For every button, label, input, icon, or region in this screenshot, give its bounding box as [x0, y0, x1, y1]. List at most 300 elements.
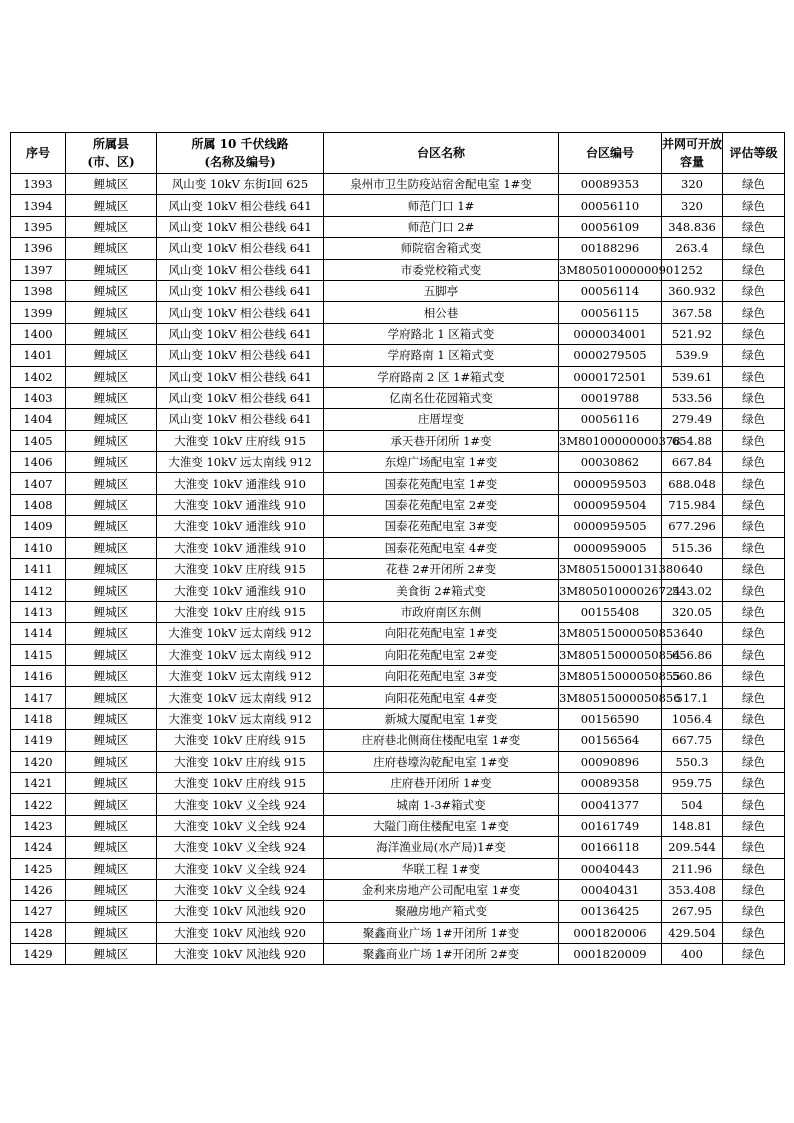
cell-county: 鲤城区 [66, 345, 157, 366]
cell-county: 鲤城区 [66, 772, 157, 793]
cell-area-code: 0000959504 [559, 494, 662, 515]
cell-line: 大淮变 10kV 通淮线 910 [157, 580, 324, 601]
cell-line: 大淮变 10kV 远太南线 912 [157, 452, 324, 473]
cell-area-code: 00056114 [559, 280, 662, 301]
cell-area-name: 海洋渔业局(水产局)1#变 [324, 837, 559, 858]
header-county-line2: (市、区) [87, 155, 135, 169]
cell-area-name: 新城大厦配电室 1#变 [324, 708, 559, 729]
cell-line: 大淮变 10kV 义全线 924 [157, 837, 324, 858]
table-row [11, 922, 785, 943]
cell-area-code: 00166118 [559, 837, 662, 858]
cell-line: 风山变 10kV 相公巷线 641 [157, 259, 324, 280]
table-row [11, 751, 785, 772]
header-area-name [324, 133, 559, 174]
cell-county: 鲤城区 [66, 601, 157, 622]
cell-county: 鲤城区 [66, 708, 157, 729]
header-line-line2: (名称及编号) [204, 155, 276, 169]
table-row [11, 473, 785, 494]
cell-grade: 绿色 [723, 516, 785, 537]
cell-seq: 1414 [11, 623, 66, 644]
cell-area-name: 亿南名仕花园箱式变 [324, 387, 559, 408]
cell-county: 鲤城区 [66, 922, 157, 943]
cell-county: 鲤城区 [66, 302, 157, 323]
cell-county: 鲤城区 [66, 837, 157, 858]
table-header [11, 133, 785, 174]
cell-county: 鲤城区 [66, 174, 157, 195]
cell-county: 鲤城区 [66, 195, 157, 216]
cell-area-name: 泉州市卫生防疫站宿舍配电室 1#变 [324, 174, 559, 195]
cell-area-code: 00056116 [559, 409, 662, 430]
cell-grade: 绿色 [723, 238, 785, 259]
cell-seq: 1396 [11, 238, 66, 259]
cell-area-code: 3M80515000050856 [559, 687, 662, 708]
cell-capacity: 252 [662, 259, 723, 280]
cell-county: 鲤城区 [66, 216, 157, 237]
cell-line: 风山变 10kV 相公巷线 641 [157, 238, 324, 259]
table-row [11, 238, 785, 259]
cell-grade: 绿色 [723, 216, 785, 237]
table-row [11, 879, 785, 900]
cell-grade: 绿色 [723, 366, 785, 387]
cell-county: 鲤城区 [66, 409, 157, 430]
cell-area-name: 聚融房地产箱式变 [324, 901, 559, 922]
cell-area-code: 0000172501 [559, 366, 662, 387]
cell-area-code: 00156564 [559, 730, 662, 751]
cell-area-code: 00056115 [559, 302, 662, 323]
header-area-name-label: 台区名称 [416, 146, 465, 160]
cell-line: 风山变 10kV 相公巷线 641 [157, 387, 324, 408]
cell-area-name: 向阳花苑配电室 3#变 [324, 665, 559, 686]
cell-capacity: 543.02 [662, 580, 723, 601]
cell-capacity: 959.75 [662, 772, 723, 793]
table-row [11, 345, 785, 366]
cell-capacity: 688.048 [662, 473, 723, 494]
cell-line: 大淮变 10kV 义全线 924 [157, 858, 324, 879]
cell-area-name: 庄府巷壕沟乾配电室 1#变 [324, 751, 559, 772]
cell-seq: 1403 [11, 387, 66, 408]
cell-seq: 1406 [11, 452, 66, 473]
cell-seq: 1409 [11, 516, 66, 537]
cell-grade: 绿色 [723, 815, 785, 836]
cell-seq: 1413 [11, 601, 66, 622]
cell-county: 鲤城区 [66, 473, 157, 494]
cell-line: 大淮变 10kV 风池线 920 [157, 901, 324, 922]
cell-capacity: 353.408 [662, 879, 723, 900]
cell-capacity: 539.9 [662, 345, 723, 366]
cell-capacity: 367.58 [662, 302, 723, 323]
table-row [11, 216, 785, 237]
cell-line: 大淮变 10kV 远太南线 912 [157, 687, 324, 708]
cell-area-name: 师院宿舍箱式变 [324, 238, 559, 259]
cell-seq: 1394 [11, 195, 66, 216]
cell-line: 大淮变 10kV 远太南线 912 [157, 665, 324, 686]
cell-seq: 1420 [11, 751, 66, 772]
cell-area-name: 市政府南区东侧 [324, 601, 559, 622]
cell-area-code: 00040443 [559, 858, 662, 879]
cell-area-code: 00030862 [559, 452, 662, 473]
table-row [11, 580, 785, 601]
cell-seq: 1421 [11, 772, 66, 793]
header-capacity-line2: 容量 [679, 155, 704, 169]
cell-county: 鲤城区 [66, 366, 157, 387]
cell-line: 大淮变 10kV 庄府线 915 [157, 559, 324, 580]
cell-line: 大淮变 10kV 通淮线 910 [157, 473, 324, 494]
cell-capacity: 640 [662, 623, 723, 644]
table-row [11, 259, 785, 280]
cell-grade: 绿色 [723, 601, 785, 622]
table-row [11, 665, 785, 686]
cell-area-code: 00089353 [559, 174, 662, 195]
header-capacity [662, 133, 723, 174]
cell-area-code: 0000279505 [559, 345, 662, 366]
table-row [11, 772, 785, 793]
cell-capacity: 667.75 [662, 730, 723, 751]
cell-capacity: 263.4 [662, 238, 723, 259]
table-row [11, 302, 785, 323]
cell-seq: 1400 [11, 323, 66, 344]
cell-line: 风山变 10kV 相公巷线 641 [157, 323, 324, 344]
cell-grade: 绿色 [723, 494, 785, 515]
cell-area-name: 花巷 2#开闭所 2#变 [324, 559, 559, 580]
table-row [11, 687, 785, 708]
cell-capacity: 504 [662, 794, 723, 815]
cell-capacity: 533.56 [662, 387, 723, 408]
cell-grade: 绿色 [723, 537, 785, 558]
table-row [11, 387, 785, 408]
cell-area-code: 3M80515000050853 [559, 623, 662, 644]
cell-county: 鲤城区 [66, 815, 157, 836]
table-row [11, 708, 785, 729]
cell-seq: 1401 [11, 345, 66, 366]
cell-grade: 绿色 [723, 559, 785, 580]
cell-county: 鲤城区 [66, 238, 157, 259]
cell-county: 鲤城区 [66, 537, 157, 558]
cell-line: 风山变 10kV 相公巷线 641 [157, 409, 324, 430]
cell-grade: 绿色 [723, 259, 785, 280]
cell-area-name: 大隘门商住楼配电室 1#变 [324, 815, 559, 836]
cell-area-name: 向阳花苑配电室 2#变 [324, 644, 559, 665]
cell-capacity: 656.86 [662, 644, 723, 665]
cell-area-name: 庄府巷北侧商住楼配电室 1#变 [324, 730, 559, 751]
cell-area-code: 00056109 [559, 216, 662, 237]
cell-seq: 1422 [11, 794, 66, 815]
cell-area-code: 00155408 [559, 601, 662, 622]
cell-line: 大淮变 10kV 庄府线 915 [157, 730, 324, 751]
table-row [11, 944, 785, 965]
cell-area-code: 00090896 [559, 751, 662, 772]
cell-county: 鲤城区 [66, 259, 157, 280]
cell-grade: 绿色 [723, 387, 785, 408]
cell-capacity: 279.49 [662, 409, 723, 430]
cell-area-code: 3M80501000000901 [559, 259, 662, 280]
table-row [11, 815, 785, 836]
cell-line: 风山变 10kV 相公巷线 641 [157, 366, 324, 387]
cell-capacity: 1056.4 [662, 708, 723, 729]
cell-line: 风山变 10kV 相公巷线 641 [157, 345, 324, 366]
cell-county: 鲤城区 [66, 730, 157, 751]
cell-capacity: 320.05 [662, 601, 723, 622]
cell-line: 大淮变 10kV 庄府线 915 [157, 772, 324, 793]
cell-area-name: 学府路北 1 区箱式变 [324, 323, 559, 344]
cell-area-name: 市委党校箱式变 [324, 259, 559, 280]
cell-area-code: 00188296 [559, 238, 662, 259]
cell-seq: 1426 [11, 879, 66, 900]
header-seq [11, 133, 66, 174]
cell-seq: 1417 [11, 687, 66, 708]
table-row [11, 516, 785, 537]
cell-grade: 绿色 [723, 302, 785, 323]
cell-county: 鲤城区 [66, 323, 157, 344]
cell-grade: 绿色 [723, 944, 785, 965]
cell-line: 大淮变 10kV 远太南线 912 [157, 623, 324, 644]
cell-capacity: 429.504 [662, 922, 723, 943]
cell-grade: 绿色 [723, 323, 785, 344]
cell-seq: 1402 [11, 366, 66, 387]
cell-line: 大淮变 10kV 通淮线 910 [157, 516, 324, 537]
table-row [11, 794, 785, 815]
cell-area-code: 3M80515000050854 [559, 644, 662, 665]
cell-line: 大淮变 10kV 义全线 924 [157, 879, 324, 900]
cell-area-name: 承天巷开闭所 1#变 [324, 430, 559, 451]
table-row [11, 494, 785, 515]
cell-capacity: 515.36 [662, 537, 723, 558]
cell-area-code: 0000034001 [559, 323, 662, 344]
cell-area-name: 向阳花苑配电室 4#变 [324, 687, 559, 708]
cell-seq: 1415 [11, 644, 66, 665]
cell-line: 大淮变 10kV 远太南线 912 [157, 644, 324, 665]
header-grade [723, 133, 785, 174]
cell-county: 鲤城区 [66, 665, 157, 686]
cell-capacity: 348.836 [662, 216, 723, 237]
cell-area-name: 向阳花苑配电室 1#变 [324, 623, 559, 644]
cell-grade: 绿色 [723, 580, 785, 601]
header-capacity-line1: 并网可开放 [662, 137, 723, 151]
cell-area-name: 国泰花苑配电室 4#变 [324, 537, 559, 558]
cell-seq: 1425 [11, 858, 66, 879]
cell-line: 风山变 10kV 相公巷线 641 [157, 216, 324, 237]
header-county-line1: 所属县 [92, 137, 129, 151]
cell-seq: 1418 [11, 708, 66, 729]
cell-capacity: 640 [662, 559, 723, 580]
cell-grade: 绿色 [723, 452, 785, 473]
cell-line: 大淮变 10kV 庄府线 915 [157, 430, 324, 451]
cell-seq: 1408 [11, 494, 66, 515]
cell-seq: 1429 [11, 944, 66, 965]
table-row [11, 901, 785, 922]
cell-grade: 绿色 [723, 858, 785, 879]
cell-area-name: 相公巷 [324, 302, 559, 323]
cell-grade: 绿色 [723, 837, 785, 858]
header-grade-label: 评估等级 [729, 146, 778, 160]
cell-area-code: 3M80515000131380 [559, 559, 662, 580]
cell-line: 风山变 10kV 相公巷线 641 [157, 195, 324, 216]
cell-grade: 绿色 [723, 430, 785, 451]
cell-grade: 绿色 [723, 195, 785, 216]
cell-county: 鲤城区 [66, 858, 157, 879]
cell-seq: 1423 [11, 815, 66, 836]
table-row [11, 280, 785, 301]
table-row [11, 323, 785, 344]
cell-grade: 绿色 [723, 708, 785, 729]
cell-area-code: 3M80100000000378 [559, 430, 662, 451]
cell-area-name: 师范门口 2# [324, 216, 559, 237]
table-row [11, 858, 785, 879]
cell-county: 鲤城区 [66, 452, 157, 473]
cell-grade: 绿色 [723, 409, 785, 430]
cell-capacity: 148.81 [662, 815, 723, 836]
cell-grade: 绿色 [723, 794, 785, 815]
table-row [11, 730, 785, 751]
cell-area-name: 国泰花苑配电室 2#变 [324, 494, 559, 515]
cell-capacity: 320 [662, 174, 723, 195]
header-seq-label: 序号 [25, 146, 50, 160]
cell-seq: 1412 [11, 580, 66, 601]
cell-county: 鲤城区 [66, 580, 157, 601]
cell-capacity: 209.544 [662, 837, 723, 858]
cell-seq: 1427 [11, 901, 66, 922]
cell-line: 风山变 10kV 相公巷线 641 [157, 280, 324, 301]
cell-county: 鲤城区 [66, 623, 157, 644]
cell-line: 大淮变 10kV 义全线 924 [157, 815, 324, 836]
cell-county: 鲤城区 [66, 901, 157, 922]
cell-county: 鲤城区 [66, 879, 157, 900]
cell-area-name: 学府路南 2 区 1#箱式变 [324, 366, 559, 387]
cell-area-name: 聚鑫商业广场 1#开闭所 1#变 [324, 922, 559, 943]
cell-area-code: 0000959505 [559, 516, 662, 537]
cell-area-name: 国泰花苑配电室 3#变 [324, 516, 559, 537]
cell-capacity: 677.296 [662, 516, 723, 537]
cell-county: 鲤城区 [66, 387, 157, 408]
cell-grade: 绿色 [723, 473, 785, 494]
table-row [11, 174, 785, 195]
cell-grade: 绿色 [723, 751, 785, 772]
cell-grade: 绿色 [723, 687, 785, 708]
cell-area-name: 师范门口 1# [324, 195, 559, 216]
table-row [11, 537, 785, 558]
table-row [11, 601, 785, 622]
cell-capacity: 267.95 [662, 901, 723, 922]
cell-line: 风山变 10kV 相公巷线 641 [157, 302, 324, 323]
cell-area-name: 美食街 2#箱式变 [324, 580, 559, 601]
cell-capacity: 560.86 [662, 665, 723, 686]
cell-capacity: 715.984 [662, 494, 723, 515]
cell-area-name: 东煌广场配电室 1#变 [324, 452, 559, 473]
cell-grade: 绿色 [723, 174, 785, 195]
cell-line: 大淮变 10kV 庄府线 915 [157, 601, 324, 622]
cell-area-name: 学府路南 1 区箱式变 [324, 345, 559, 366]
cell-area-name: 国泰花苑配电室 1#变 [324, 473, 559, 494]
cell-seq: 1405 [11, 430, 66, 451]
cell-area-code: 0001820009 [559, 944, 662, 965]
cell-grade: 绿色 [723, 644, 785, 665]
cell-seq: 1399 [11, 302, 66, 323]
cell-grade: 绿色 [723, 879, 785, 900]
header-line [157, 133, 324, 174]
cell-area-code: 0000959005 [559, 537, 662, 558]
cell-seq: 1397 [11, 259, 66, 280]
table-row [11, 644, 785, 665]
cell-area-name: 五脚亭 [324, 280, 559, 301]
cell-seq: 1411 [11, 559, 66, 580]
cell-seq: 1428 [11, 922, 66, 943]
cell-line: 大淮变 10kV 庄府线 915 [157, 751, 324, 772]
cell-seq: 1424 [11, 837, 66, 858]
cell-capacity: 654.88 [662, 430, 723, 451]
cell-line: 大淮变 10kV 风池线 920 [157, 922, 324, 943]
table-row [11, 623, 785, 644]
cell-grade: 绿色 [723, 772, 785, 793]
cell-area-name: 金利来房地产公司配电室 1#变 [324, 879, 559, 900]
capacity-table [10, 132, 785, 965]
table-row [11, 366, 785, 387]
cell-seq: 1416 [11, 665, 66, 686]
cell-capacity: 320 [662, 195, 723, 216]
cell-capacity: 667.84 [662, 452, 723, 473]
cell-seq: 1410 [11, 537, 66, 558]
cell-county: 鲤城区 [66, 644, 157, 665]
cell-grade: 绿色 [723, 280, 785, 301]
cell-county: 鲤城区 [66, 430, 157, 451]
cell-grade: 绿色 [723, 665, 785, 686]
cell-grade: 绿色 [723, 922, 785, 943]
cell-seq: 1395 [11, 216, 66, 237]
cell-county: 鲤城区 [66, 944, 157, 965]
cell-area-code: 3M80515000050855 [559, 665, 662, 686]
header-area-code-label: 台区编号 [585, 146, 634, 160]
cell-line: 大淮变 10kV 通淮线 910 [157, 537, 324, 558]
cell-grade: 绿色 [723, 623, 785, 644]
table-row [11, 837, 785, 858]
cell-area-code: 00040431 [559, 879, 662, 900]
cell-area-code: 00136425 [559, 901, 662, 922]
table-row [11, 430, 785, 451]
cell-area-code: 00056110 [559, 195, 662, 216]
cell-area-code: 00089358 [559, 772, 662, 793]
cell-capacity: 360.932 [662, 280, 723, 301]
cell-grade: 绿色 [723, 901, 785, 922]
cell-seq: 1404 [11, 409, 66, 430]
cell-area-code: 3M80501000026724 [559, 580, 662, 601]
table-row [11, 452, 785, 473]
cell-line: 大淮变 10kV 通淮线 910 [157, 494, 324, 515]
cell-area-code: 00156590 [559, 708, 662, 729]
table-body [11, 174, 785, 965]
cell-seq: 1419 [11, 730, 66, 751]
cell-area-name: 庄府巷开闭所 1#变 [324, 772, 559, 793]
cell-grade: 绿色 [723, 730, 785, 751]
cell-line: 风山变 10kV 东街Ⅰ回 625 [157, 174, 324, 195]
table-row [11, 559, 785, 580]
cell-capacity: 400 [662, 944, 723, 965]
cell-county: 鲤城区 [66, 559, 157, 580]
cell-line: 大淮变 10kV 义全线 924 [157, 794, 324, 815]
cell-area-name: 聚鑫商业广场 1#开闭所 2#变 [324, 944, 559, 965]
table-row [11, 409, 785, 430]
cell-seq: 1398 [11, 280, 66, 301]
cell-area-name: 华联工程 1#变 [324, 858, 559, 879]
cell-capacity: 539.61 [662, 366, 723, 387]
cell-area-code: 00041377 [559, 794, 662, 815]
cell-county: 鲤城区 [66, 794, 157, 815]
cell-area-name: 庄厝埕变 [324, 409, 559, 430]
cell-capacity: 211.96 [662, 858, 723, 879]
cell-county: 鲤城区 [66, 494, 157, 515]
cell-county: 鲤城区 [66, 751, 157, 772]
cell-capacity: 521.92 [662, 323, 723, 344]
cell-area-name: 城南 1-3#箱式变 [324, 794, 559, 815]
cell-area-code: 00019788 [559, 387, 662, 408]
cell-grade: 绿色 [723, 345, 785, 366]
